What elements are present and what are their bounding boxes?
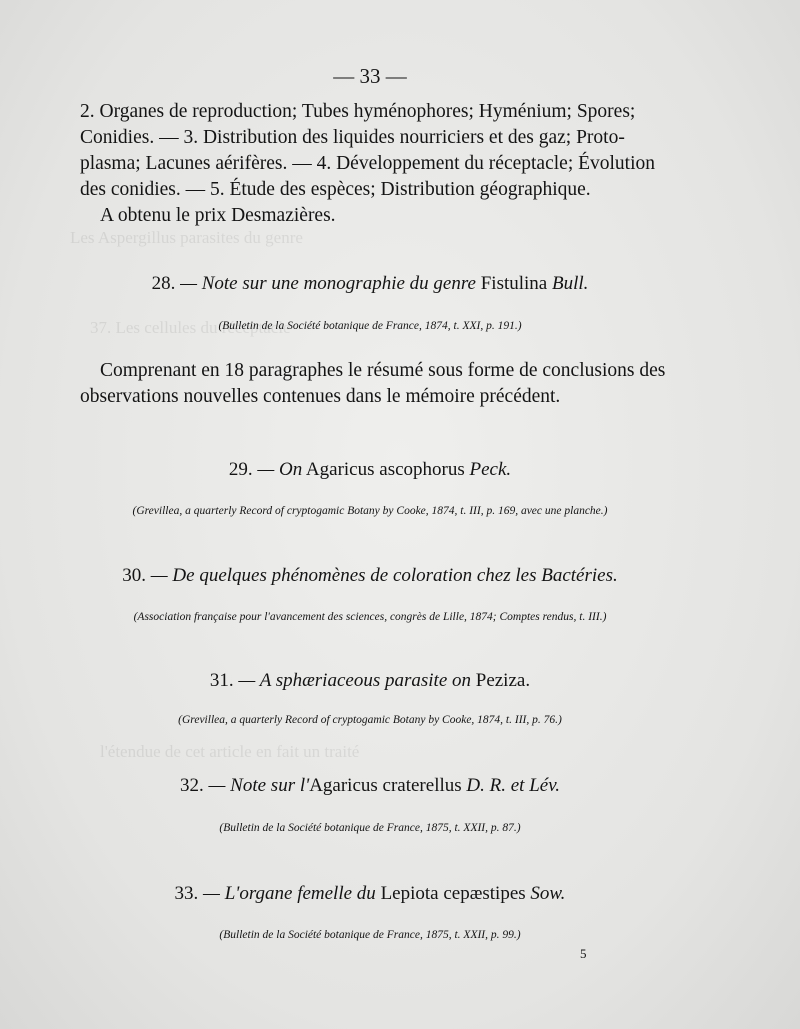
entry-title-italic: — A sphæriaceous parasite on [238,670,471,691]
entry-29-title [0,459,740,481]
species-name: Agaricus ascophorus [305,459,465,480]
author-abbrev: D. R. et Lév. [466,775,560,796]
entry-31-title [0,670,740,692]
summary-line-1: Comprenant en 18 paragraphes le résumé sous forme de conclusions des [100,360,666,381]
entry-28-title [0,273,740,295]
entry-title-italic: — De quelques phénomènes de coloration chez les Bactéries. [150,565,618,586]
summary-line-2: observations nouvelles contenues dans le mémoire précédent. [80,386,561,407]
entry-33-source: (Bulletin de la Société botanique de France, 1875, t. XXII, p. 99.) [219,929,521,941]
entry-title-italic: — On [257,459,303,480]
entry-33-title [0,883,740,905]
species-name: Lepiota cepæstipes [380,883,526,904]
author-abbrev: Bull. [551,273,589,294]
entry-number: 29. [228,459,253,480]
entry-30-title [0,565,740,587]
author-abbrev: Sow. [530,883,566,904]
entry-number: 32. [180,775,204,796]
intro-line-2: Conidies. — 3. Distribution des liquides nourriciers et des gaz; Proto- [80,127,625,148]
entry-number: 28. [151,273,176,294]
entry-31-source: (Grevillea, a quarterly Record of cryptogamic Botany by Cooke, 1874, t. III, p. 76.) [178,714,562,726]
bleed-through-text: Les Aspergillus parasites du genre [70,228,303,247]
entry-29-source: (Grevillea, a quarterly Record of cryptogamic Botany by Cooke, 1874, t. III, p. 169, avec une planche.) [132,505,608,517]
genus-name: Fistulina [480,273,548,294]
intro-line-4: des conidies. — 5. Étude des espèces; Distribution géographique. [80,179,591,200]
signature-mark: 5 [580,946,587,961]
author-abbrev: Peck. [469,459,512,480]
entry-28-source: (Bulletin de la Société botanique de France, 1874, t. XXI, p. 191.) [218,320,522,332]
entry-30-source: (Association française pour l'avancement des sciences, congrès de Lille, 1874; Comptes rendus, t. III.) [133,611,607,623]
entry-32-title [0,775,740,797]
page-number: — 33 — [333,64,407,88]
species-name: Agaricus craterellus [309,775,462,796]
prize-line: A obtenu le prix Desmazières. [100,205,336,226]
genus-name: Peziza. [475,670,531,691]
entry-32-source: (Bulletin de la Société botanique de France, 1875, t. XXII, p. 87.) [219,822,521,834]
entry-number: 31. [209,670,234,691]
bleed-through-text: l'étendue de cet article en fait un traité [100,742,360,761]
bleed-through-text: 37. Les cellules du réceptacle [90,318,291,337]
entry-title-italic: — Note sur une monographie du genre [180,273,476,294]
entry-title-italic: — Note sur l' [208,775,310,796]
intro-line-3: plasma; Lacunes aérifères. — 4. Développement du réceptacle; Évolution [80,153,656,174]
entry-number: 33. [174,883,199,904]
intro-line-1: 2. Organes de reproduction; Tubes hyménophores; Hyménium; Spores; [80,101,636,122]
entry-title-italic: — L'organe femelle du [203,883,376,904]
entry-number: 30. [122,565,147,586]
